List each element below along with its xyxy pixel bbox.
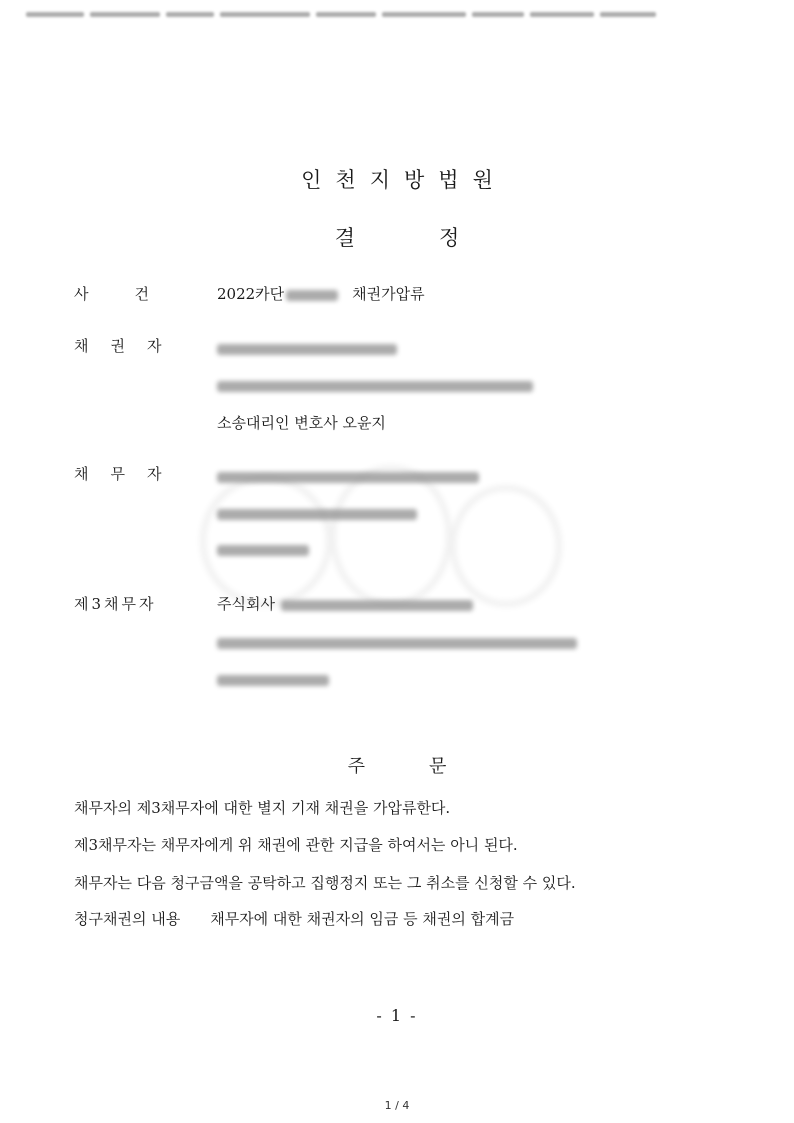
order-line-3: 채무자는 다음 청구금액을 공탁하고 집행정지 또는 그 취소를 신청할 수 있다.: [74, 874, 576, 892]
order-heading: [0, 752, 794, 778]
claim-value: 채무자에 대한 채권자의 임금 등 채권의 합계금: [210, 910, 515, 928]
page-marker: - 1 -: [376, 1006, 418, 1025]
court-name: 인천지방법원: [301, 168, 507, 192]
creditor-name-redacted: [217, 339, 397, 357]
debtor-address-redacted: [217, 504, 417, 522]
viewer-page-indicator: 1 / 4: [384, 1099, 410, 1112]
third-debtor-label: 제3채무자: [74, 595, 157, 613]
case-type: 채권가압류: [352, 285, 425, 303]
order-line-1: 채무자의 제3채무자에 대한 별지 기재 채권을 가압류한다.: [74, 799, 451, 817]
third-debtor-name: [217, 593, 473, 614]
creditor-label: 채권자: [74, 337, 184, 355]
case-label: 사건: [74, 285, 195, 303]
claim-label: 청구채권의 내용: [74, 910, 181, 928]
order-heading-right: 문: [429, 756, 447, 777]
debtor-representative-redacted: [217, 540, 309, 558]
redacted-case-number: [286, 290, 338, 301]
redacted-third-debtor-name: [281, 600, 473, 611]
third-debtor-prefix: 주식회사: [217, 595, 275, 613]
case-number-prefix: 2022카단: [217, 285, 285, 303]
claim-line: [74, 908, 514, 929]
debtor-name-redacted: [217, 467, 479, 485]
order-heading-left: 주: [347, 756, 365, 777]
case-value: [217, 283, 425, 304]
title-right-char: 정: [439, 226, 460, 250]
document-title: [0, 222, 794, 252]
creditor-address-redacted: [217, 376, 533, 394]
debtor-label: 채무자: [74, 465, 184, 483]
third-debtor-representative-redacted: [217, 670, 329, 688]
redacted-header-line: [26, 9, 656, 21]
third-debtor-address-redacted: [217, 633, 577, 651]
order-line-2: 제3채무자는 채무자에게 위 채권에 관한 지급을 하여서는 아니 된다.: [74, 836, 518, 854]
title-left-char: 결: [334, 226, 355, 250]
creditor-agent: 소송대리인 변호사 오윤지: [217, 414, 386, 432]
